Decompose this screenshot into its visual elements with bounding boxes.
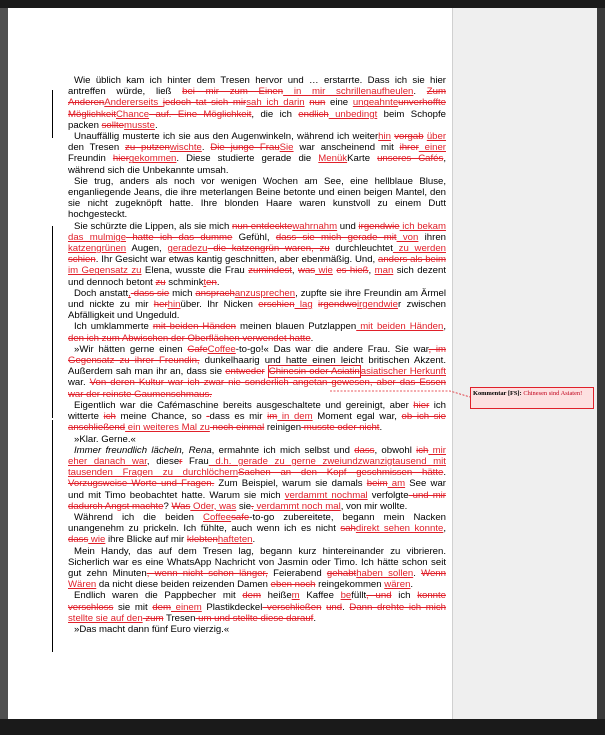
inserted-text: direkt sehen konnte xyxy=(355,523,444,535)
text-run: -to-go zubereitete, begann mein Nacken unangenehm zu prickeln. Ich fühlte, auch wenn ich es nicht xyxy=(68,511,446,535)
deleted-text: gehabt xyxy=(326,567,357,579)
inserted-text: geradezu xyxy=(167,243,208,255)
inserted-text: ein weiteres Mal zu xyxy=(125,422,210,434)
deleted-text: ihrer xyxy=(399,142,419,154)
deleted-text: bei mir zum Einen xyxy=(182,86,284,98)
text-run: sie xyxy=(236,500,252,512)
text-run: , die ich xyxy=(251,108,299,120)
deleted-text: ich xyxy=(416,444,429,456)
deleted-text: Was xyxy=(171,500,191,512)
text-run: eine xyxy=(325,97,353,109)
deleted-text: verschließen xyxy=(262,601,322,613)
text-run: . xyxy=(154,119,158,131)
deleted-text: dem xyxy=(242,590,261,602)
inserted-text: Menük xyxy=(318,153,348,165)
deleted-text: Zum Anderen xyxy=(68,86,446,109)
deleted-text: und xyxy=(326,601,343,613)
deleted-text: es hieß xyxy=(336,265,369,277)
comment-balloon[interactable] xyxy=(470,387,594,409)
inserted-text: wären xyxy=(384,579,411,591)
deleted-text: dass sie mich gerade mit xyxy=(275,231,397,243)
text-run: , während sich die Unbekannte umsah. xyxy=(68,153,446,176)
deleted-text: - xyxy=(206,411,210,423)
inserted-text: ungeahnte xyxy=(352,97,399,109)
deleted-text: sah xyxy=(340,523,356,535)
inserted-text: katzengrünen xyxy=(68,243,127,255)
text-run: Karte xyxy=(347,153,378,165)
text-run: ihre Blicke auf mir xyxy=(105,534,187,546)
inserted-text: d.h. gerade zu gerne zweiundzwanzig xyxy=(208,455,393,467)
inserted-text: einem xyxy=(170,601,202,613)
text-run: , xyxy=(443,321,447,333)
deleted-text: was xyxy=(298,265,316,277)
deleted-text: Wenn xyxy=(421,567,446,579)
text-run: Mein Handy, das auf dem Tresen lag, begann kurz hintereinander zu vibrieren. Sicherlich war es eine WhatsApp Nachricht von Jasmin oder Timo. Ich hätte schon seit gut zehn Minuten xyxy=(68,545,446,579)
deleted-text: her xyxy=(153,299,168,311)
deleted-text: , wenn nicht schon länger, xyxy=(146,567,268,579)
deleted-text: r xyxy=(179,455,183,467)
inserted-text: Coffee xyxy=(203,511,232,523)
text-run: füllt xyxy=(351,590,367,602)
inserted-text: t xyxy=(203,276,207,288)
text-run: , ermahnte ich mich selbst und xyxy=(211,444,355,456)
text-run: durchleuchtet xyxy=(329,243,393,255)
text-run: ich witterte xyxy=(68,399,446,423)
inserted-text: wischte xyxy=(169,142,202,154)
deleted-text: konnte verschloss xyxy=(68,590,446,613)
text-run: , von mir wollte. xyxy=(340,500,408,512)
inserted-text: unbedingt xyxy=(328,108,378,120)
inserted-text: einer xyxy=(418,142,446,154)
deleted-text: Chinesin oder Asiatin xyxy=(268,366,360,378)
text-run: . xyxy=(216,276,220,288)
text-run: schmink xyxy=(165,276,204,288)
deleted-text: Dann drehte ich mich xyxy=(349,601,447,613)
text-run: , diese xyxy=(146,455,180,467)
deleted-text: zu putzen xyxy=(125,142,170,154)
inserted-text: asiatischer Herkunft xyxy=(360,366,446,378)
deleted-text: jedoch tat sich mir xyxy=(162,97,247,109)
deleted-text: Von deren Kultur war ich zwar nie sonderlich angetan gewesen, aber das Essen war der reinste Gaumenschmaus. xyxy=(68,377,446,400)
deleted-text: klebten xyxy=(186,534,218,546)
text-run: . xyxy=(379,422,383,434)
text-run: Moment egal war, xyxy=(312,411,402,423)
inserted-text: wie xyxy=(315,265,333,277)
deleted-text: , im Gegensatz zu ihrer Freundin, xyxy=(68,343,446,367)
text-run: , xyxy=(291,265,299,277)
text-run: und xyxy=(337,220,359,232)
inserted-text: hin xyxy=(167,299,181,311)
text-run: Während ich die beiden xyxy=(74,511,204,523)
deleted-text: zum xyxy=(142,612,164,624)
inserted-text: am xyxy=(387,478,406,490)
text-run: , xyxy=(368,265,375,277)
inserted-text: Wären xyxy=(68,579,97,591)
inserted-text: Chance xyxy=(116,108,150,120)
text-run: »Das macht dann fünf Euro vierzig.« xyxy=(74,623,230,635)
inserted-text: tausend mit tausenden Fragen zu durchlöchern xyxy=(68,455,446,479)
inserted-text: anzusprechen xyxy=(234,287,296,299)
inserted-text: von xyxy=(396,231,419,243)
text-run: zwischen Abfälligkeit und Ungeduld. xyxy=(68,299,447,322)
inserted-text: haben sollen xyxy=(356,567,414,579)
text-run: . xyxy=(252,534,256,546)
text-run: »Klar. Gerne.« xyxy=(74,433,136,445)
deleted-text: hatte ich das dumme xyxy=(126,231,233,243)
inserted-text: stellte sie auf den xyxy=(68,612,143,624)
text-run: Augen, xyxy=(126,243,168,255)
deleted-text: ansprach xyxy=(195,287,235,299)
deleted-text: irgendwie xyxy=(358,220,400,232)
text-run: Sie schürzte die Lippen, als sie mich xyxy=(74,220,232,232)
text-run: Zum Beispiel, warum sie damals xyxy=(214,478,367,490)
text-run: , xyxy=(443,523,446,535)
text-run: war anscheinend mit xyxy=(293,142,400,154)
text-run: Frau xyxy=(182,455,209,467)
inserted-text: sah ich darin xyxy=(246,97,305,109)
text-run: . xyxy=(413,86,427,98)
deleted-text: Die junge Frau xyxy=(210,142,280,154)
text-run: Kaffee xyxy=(299,590,341,602)
deleted-text: nun entdeckte xyxy=(232,220,293,232)
deleted-text: irgendwo xyxy=(318,299,357,311)
inserted-text: Sie xyxy=(279,142,294,154)
text-run: war xyxy=(68,377,83,389)
deleted-text: beim xyxy=(366,478,388,490)
text-run: sie mit xyxy=(113,601,153,613)
inserted-text: hafteten xyxy=(217,534,253,546)
deleted-text: endlich xyxy=(298,108,329,120)
text-run: See war und mit Timo beobachtet hatte. Warum sie mich xyxy=(68,478,446,501)
comment-text: Chinesen sind Asiaten! xyxy=(523,390,583,397)
inserted-text: in dem xyxy=(277,411,313,423)
inserted-text: gekommen xyxy=(128,153,177,165)
text-run: meine Chance, so xyxy=(115,411,207,423)
deleted-text: , und xyxy=(366,590,392,602)
text-run: . Ihr Gesicht war etwas kantig geschnitten, aber ebenmäßig. Und, xyxy=(95,254,379,266)
deleted-text: Sachen an den Kopf geschmissen hätte xyxy=(238,467,444,479)
text-run: . xyxy=(201,142,211,154)
deleted-text: . xyxy=(251,500,254,512)
text-run: Elena, wusste die Frau xyxy=(141,265,249,277)
deleted-text: hier xyxy=(112,153,129,165)
inserted-text: aufheulen xyxy=(371,86,414,98)
deleted-text: unverhoffte Möglichkeit xyxy=(68,97,446,120)
text-run: ? xyxy=(163,500,172,512)
text-run: , zupfte sie ihre Freundin am Ärmel und nickte zu mir xyxy=(68,287,446,311)
deleted-text: dass sie xyxy=(130,287,170,299)
text-run: . xyxy=(310,332,314,344)
text-run: . xyxy=(413,567,422,579)
inserted-text: über xyxy=(426,131,447,143)
deleted-text: entweder xyxy=(225,366,265,378)
inserted-text: lag xyxy=(294,299,313,311)
text-run: Plastikdeckel xyxy=(201,601,263,613)
text-run: -to-go!« Das war die andere Frau. Sie war xyxy=(235,343,429,355)
deleted-text: unseres Cafés xyxy=(377,153,444,165)
inserted-text: hin xyxy=(378,131,391,143)
deleted-text: Vorzugsweise Worte und Fragen. xyxy=(68,478,215,490)
deleted-text: die katzengrün waren, zu xyxy=(207,243,330,255)
inserted-text: verdammt noch mal xyxy=(253,500,341,512)
text-run: . xyxy=(410,579,414,591)
text-run: da nicht diese beiden reizenden Damen xyxy=(96,579,271,591)
comment-author: Kommentar [FS]: xyxy=(473,390,522,397)
text-run: »Wir hätten gerne einen xyxy=(74,343,188,355)
text-run: Wie üblich kam ich hinter dem Tresen hervor und … erstarrte. Dass ich sie hier antreffen würde, ließ xyxy=(68,75,446,98)
deleted-text: anders als beim xyxy=(378,254,446,266)
deleted-text: zu xyxy=(155,276,166,288)
deleted-text: vorgab xyxy=(394,131,424,143)
text-run: , obwohl xyxy=(374,444,417,456)
text-run: Feierabend xyxy=(267,567,327,579)
text-run: mich xyxy=(169,287,196,299)
text-run: Endlich waren die Pappbecher mit xyxy=(74,590,243,602)
text-run: . xyxy=(342,601,350,613)
deleted-text: en xyxy=(206,276,217,288)
text-run: reingekommen xyxy=(315,579,385,591)
text-run: heiße xyxy=(260,590,292,602)
text-run: Doch anstatt xyxy=(74,287,129,299)
text-run: ihren xyxy=(418,231,447,243)
deleted-text: dem xyxy=(152,601,171,613)
inserted-text: irgendwie xyxy=(356,299,399,311)
text-run: meinen blauen Putzlappen xyxy=(236,321,357,333)
text-run: beim Schopfe packen xyxy=(68,108,446,131)
deleted-text: um und stellte diese darauf xyxy=(195,612,314,624)
deleted-text: ich xyxy=(103,411,116,423)
text-run: Freundin xyxy=(68,153,113,165)
deleted-text: zumindest xyxy=(248,265,292,277)
inserted-text: be xyxy=(340,590,352,602)
text-run: . xyxy=(313,612,317,624)
deleted-text: im xyxy=(267,411,278,423)
text-run: Ich umklammerte xyxy=(74,321,153,333)
deleted-text: mit beiden Händen xyxy=(152,321,237,333)
deleted-text: eben noch xyxy=(270,579,316,591)
deleted-text: sollte xyxy=(101,119,125,131)
inserted-text: musste xyxy=(124,119,155,131)
text-run: sich dezent und dennoch betont xyxy=(68,265,446,288)
inserted-text: verdammt nochmal xyxy=(284,489,368,501)
text-run: Unauffällig musterte ich sie aus den Augenwinkeln, während ich weiter xyxy=(74,131,379,143)
deleted-text: und mir dadurch Angst machte xyxy=(68,489,447,512)
inserted-text: Andererseits xyxy=(104,97,163,109)
deleted-text: anschließend xyxy=(68,422,126,434)
deleted-text: musste oder nicht xyxy=(301,422,380,434)
deleted-text: dass xyxy=(68,534,89,546)
inserted-text: wie xyxy=(88,534,106,546)
inserted-text: wahrnahm xyxy=(292,220,338,232)
inserted-text: , xyxy=(128,287,131,299)
text-run: Gefühl, xyxy=(232,231,276,243)
deleted-text: auf. Eine Möglichkeit xyxy=(149,108,252,120)
text-run: den Tresen xyxy=(68,142,126,154)
text-run: Tresen xyxy=(163,612,196,624)
inserted-text: Oder, was xyxy=(190,500,237,512)
text-run: Eigentlich war die Cafémaschine bereits ausgeschaltete und gereinigt, aber xyxy=(74,399,414,411)
inserted-text: in mir schrillen xyxy=(283,86,372,98)
text-run: dass es mir xyxy=(209,411,268,423)
inserted-text: ich bekam das mulmige xyxy=(68,220,447,243)
deleted-text: den ich zum Abwischen der Oberflächen verwendet hatte xyxy=(68,332,311,344)
text-run: . xyxy=(443,467,446,479)
text-run: über. Ihr Nicken xyxy=(180,299,259,311)
text-run: reinigen xyxy=(264,422,302,434)
text-run: verfolgte xyxy=(367,489,409,501)
text-run: dunkelhaarig und hatte einen leicht britischen Akzent. Außerdem sah man ihr an, dass sie xyxy=(68,355,446,378)
inserted-text: mir eher danach war xyxy=(68,444,447,467)
deleted-text: ob ich sie xyxy=(401,411,446,423)
deleted-text: noch einmal xyxy=(209,422,265,434)
inserted-text: mit beiden Händen xyxy=(356,321,444,333)
deleted-text: erschien xyxy=(258,299,295,311)
text-run: . Diese studierte gerade die xyxy=(176,153,319,165)
text-run: Sie trug, anders als noch vor wenigen Wochen am See, eine hellblaue Bluse, enganliegende Jeans, die ihre meterlangen Beine betonte und einen beigen Mantel, den sie nicht zugeknöpft hatte. Ihre blonden Haare waren kunstvoll zu einem Dutt hochgesteckt. xyxy=(68,175,446,221)
inserted-text: im Gegensatz zu xyxy=(68,265,142,277)
text-run: r xyxy=(398,299,402,311)
text-run: Immer freundlich lächeln, Rena xyxy=(74,444,212,456)
deleted-text: nun xyxy=(309,97,326,109)
deleted-text: safe xyxy=(231,511,250,523)
deleted-text: schien xyxy=(68,254,96,266)
inserted-text: m xyxy=(291,590,300,602)
inserted-text: Coffee xyxy=(207,343,236,355)
deleted-text: Cafe xyxy=(187,343,208,355)
text-run: . xyxy=(82,377,90,389)
inserted-text: zu werden xyxy=(392,243,446,255)
text-run: ich xyxy=(391,590,418,602)
inserted-text: man xyxy=(374,265,394,277)
deleted-text: hier xyxy=(413,399,430,411)
deleted-text: dass xyxy=(354,444,375,456)
